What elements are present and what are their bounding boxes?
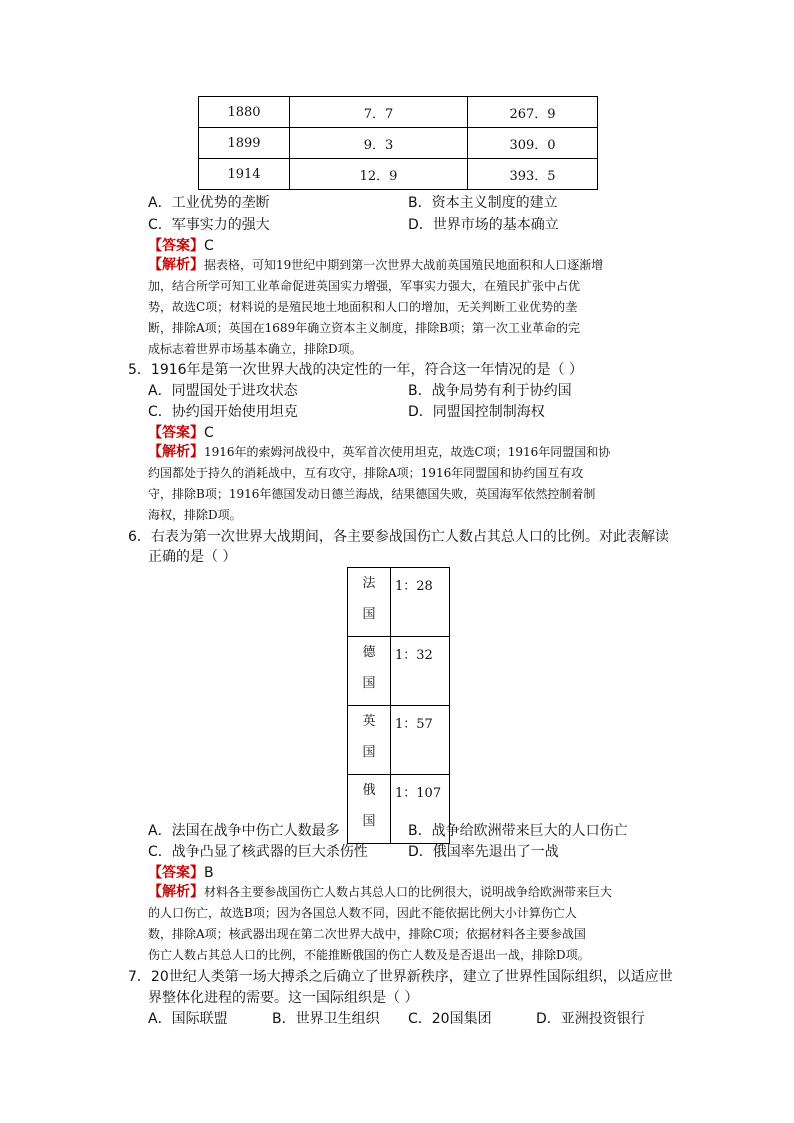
year-cell: 1880	[199, 97, 290, 128]
answer-value: C	[204, 238, 214, 254]
ratio-cell: 1：32	[391, 637, 450, 706]
colony-data-table	[198, 96, 598, 190]
q6-option-c: C．战争凸显了核武器的巨大杀伤性	[148, 844, 368, 860]
q4-analysis	[148, 255, 603, 360]
table-row	[348, 568, 450, 637]
analysis-line: 数，排除A项；核武器出现在第二次世界大战中，排除C项；依据材料各主要参战国	[148, 927, 586, 941]
table-row	[199, 97, 598, 128]
analysis-line: 成标志着世界市场基本确立，排除D项。	[148, 342, 362, 356]
year-cell: 1899	[199, 128, 290, 159]
q6-option-a: A．法国在战争中伤亡人数最多	[148, 823, 340, 839]
q4-option-b: B．资本主义制度的建立	[408, 195, 558, 211]
q5-option-b: B．战争局势有利于协约国	[408, 383, 572, 399]
q5-option-a: A．同盟国处于进攻状态	[148, 383, 298, 399]
q6-stem-line1: 6．右表为第一次世界大战期间，各主要参战国伤亡人数占其总人口的比例。对此表解读	[128, 529, 669, 545]
area-cell: 12．9	[290, 159, 468, 190]
population-cell: 309．0	[468, 128, 598, 159]
answer-value: B	[204, 865, 214, 881]
q4-option-a: A．工业优势的垄断	[148, 195, 270, 211]
year-cell: 1914	[199, 159, 290, 190]
population-cell: 393．5	[468, 159, 598, 190]
population-cell: 267．9	[468, 97, 598, 128]
q5-option-c: C．协约国开始使用坦克	[148, 404, 298, 420]
q6-stem-line2: 正确的是（ ）	[148, 549, 237, 565]
analysis-tag: 【解析】	[148, 257, 204, 273]
ratio-cell: 1：57	[391, 706, 450, 775]
country-cell: 法 国	[348, 568, 391, 637]
q5-analysis	[148, 442, 610, 526]
table-row	[348, 637, 450, 706]
ratio-cell: 1：107	[391, 775, 450, 844]
analysis-line: 势，故选C项；材料说的是殖民地土地面积和人口的增加，无关判断工业优势的垄	[148, 300, 578, 314]
table-row	[199, 128, 598, 159]
q7-option-d: D．亚洲投资银行	[536, 1011, 645, 1027]
analysis-tag: 【解析】	[148, 444, 204, 460]
q7-option-a: A．国际联盟	[148, 1011, 228, 1027]
analysis-line: 的人口伤亡，故选B项；因为各国总人数不同，因此不能依据比例大小计算伤亡人	[148, 906, 577, 920]
country-cell: 德 国	[348, 637, 391, 706]
analysis-line: 约国都处于持久的消耗战中，互有攻守，排除A项；1916年同盟国和协约国互有攻	[148, 466, 584, 480]
analysis-line: 加，结合所学可知工业革命促进英国实力增强，军事实力强大，在殖民扩张中占优	[148, 279, 581, 293]
q7-option-c: C．20国集团	[408, 1011, 492, 1027]
q6-option-b: B．战争给欧洲带来巨大的人口伤亡	[408, 823, 628, 839]
q5-stem: 5．1916年是第一次世界大战的决定性的一年，符合这一年情况的是（ ）	[128, 362, 583, 378]
q7-stem-line2: 界整体化进程的需要。这一国际组织是（ ）	[148, 990, 419, 1006]
table-row	[199, 159, 598, 190]
analysis-tag: 【解析】	[148, 884, 204, 900]
q5-answer	[148, 424, 214, 442]
q7-option-b: B．世界卫生组织	[272, 1011, 380, 1027]
analysis-line: 断，排除A项；英国在1689年确立资本主义制度，排除B项；第一次工业革命的完	[148, 321, 581, 335]
analysis-line: 伤亡人数占其总人口的比例，不能推断俄国的伤亡人数及是否退出一战，排除D项。	[148, 948, 590, 962]
q4-option-c: C．军事实力的强大	[148, 217, 270, 233]
analysis-line: 守，排除B项；1916年德国发动日德兰海战，结果德国失败，英国海军依然控制着制	[148, 487, 596, 501]
casualty-ratio-table	[347, 567, 450, 844]
ratio-cell: 1：28	[391, 568, 450, 637]
q7-stem-line1: 7．20世纪人类第一场大搏杀之后确立了世界新秩序，建立了世界性国际组织，以适应世	[128, 969, 673, 985]
analysis-line: 【解析】材料各主要参战国伤亡人数占其总人口的比例很大，说明战争给欧洲带来巨大	[148, 884, 613, 900]
answer-tag: 【答案】	[148, 238, 204, 254]
answer-value: C	[204, 425, 214, 441]
q6-analysis	[148, 882, 612, 966]
analysis-line: 【解析】据表格，可知19世纪中期到第一次世界大战前英国殖民地面积和人口逐渐增	[148, 257, 604, 273]
country-cell: 英 国	[348, 706, 391, 775]
answer-tag: 【答案】	[148, 865, 204, 881]
analysis-line: 【解析】1916年的索姆河战役中，英军首次使用坦克，故选C项；1916年同盟国和协	[148, 444, 611, 460]
q6-option-d: D．俄国率先退出了一战	[408, 844, 559, 860]
area-cell: 9．3	[290, 128, 468, 159]
area-cell: 7．7	[290, 97, 468, 128]
q5-option-d: D．同盟国控制制海权	[408, 404, 545, 420]
q6-answer	[148, 864, 214, 882]
table-row	[348, 706, 450, 775]
analysis-line: 海权，排除D项。	[148, 508, 242, 522]
country-cell: 俄 国	[348, 775, 391, 844]
q4-option-d: D．世界市场的基本确立	[408, 217, 559, 233]
answer-tag: 【答案】	[148, 425, 204, 441]
q4-answer	[148, 237, 214, 255]
